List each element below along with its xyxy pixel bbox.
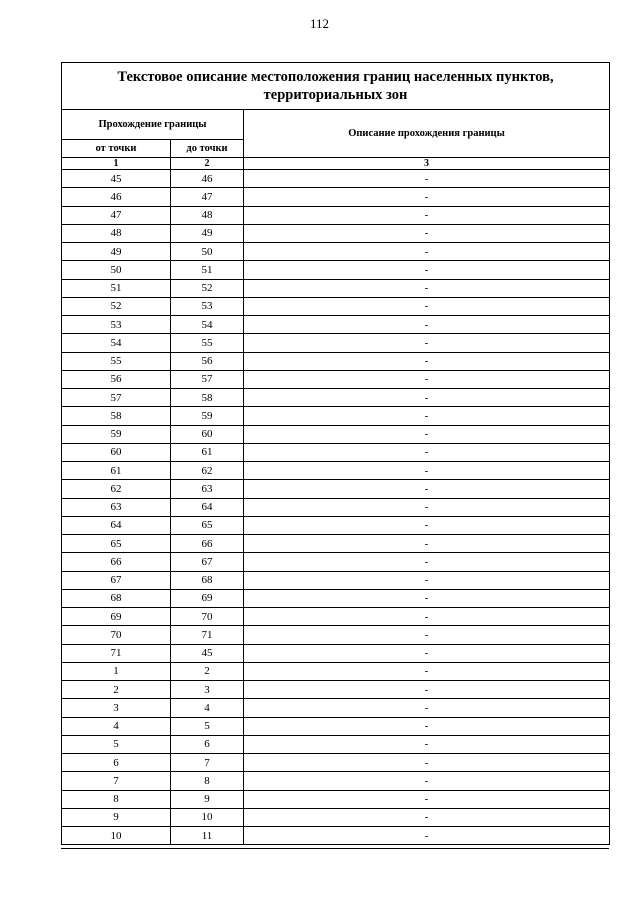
to-point-cell: 57 <box>171 370 244 388</box>
table-row <box>62 608 610 626</box>
description-cell: - <box>244 498 610 516</box>
table-row <box>62 352 610 370</box>
table-row <box>62 827 610 845</box>
table-row <box>62 224 610 242</box>
table-row <box>62 662 610 680</box>
description-cell: - <box>244 772 610 790</box>
from-point-cell: 54 <box>62 334 171 352</box>
description-cell: - <box>244 589 610 607</box>
description-cell: - <box>244 608 610 626</box>
from-point-cell: 10 <box>62 827 171 845</box>
to-point-cell: 62 <box>171 462 244 480</box>
to-point-cell: 66 <box>171 535 244 553</box>
from-point-cell: 2 <box>62 681 171 699</box>
to-point-cell: 52 <box>171 279 244 297</box>
from-point-cell: 49 <box>62 243 171 261</box>
to-point-cell: 51 <box>171 261 244 279</box>
from-point-cell: 8 <box>62 790 171 808</box>
from-point-cell: 65 <box>62 535 171 553</box>
to-point-cell: 69 <box>171 589 244 607</box>
from-point-cell: 62 <box>62 480 171 498</box>
table-row <box>62 626 610 644</box>
table-row <box>62 535 610 553</box>
table-row <box>62 243 610 261</box>
description-cell: - <box>244 170 610 188</box>
to-point-cell: 60 <box>171 425 244 443</box>
boundary-description-table <box>61 62 610 845</box>
table-row <box>62 553 610 571</box>
description-cell: - <box>244 462 610 480</box>
table-row <box>62 699 610 717</box>
to-point-cell: 49 <box>171 224 244 242</box>
from-point-cell: 56 <box>62 370 171 388</box>
from-point-cell: 7 <box>62 772 171 790</box>
from-point-cell: 46 <box>62 188 171 206</box>
from-point-cell: 9 <box>62 808 171 826</box>
to-point-cell: 56 <box>171 352 244 370</box>
description-cell: - <box>244 626 610 644</box>
description-cell: - <box>244 699 610 717</box>
description-cell: - <box>244 644 610 662</box>
to-point-cell: 11 <box>171 827 244 845</box>
to-point-cell: 50 <box>171 243 244 261</box>
table-row <box>62 188 610 206</box>
from-point-cell: 52 <box>62 297 171 315</box>
description-cell: - <box>244 553 610 571</box>
table-row <box>62 480 610 498</box>
description-cell: - <box>244 662 610 680</box>
from-point-cell: 51 <box>62 279 171 297</box>
description-cell: - <box>244 188 610 206</box>
to-point-cell: 45 <box>171 644 244 662</box>
from-point-cell: 5 <box>62 735 171 753</box>
to-point-cell: 53 <box>171 297 244 315</box>
description-cell: - <box>244 279 610 297</box>
description-cell: - <box>244 407 610 425</box>
description-cell: - <box>244 243 610 261</box>
table-row <box>62 407 610 425</box>
to-point-cell: 70 <box>171 608 244 626</box>
description-cell: - <box>244 717 610 735</box>
to-point-cell: 4 <box>171 699 244 717</box>
table-row <box>62 772 610 790</box>
description-cell: - <box>244 808 610 826</box>
description-cell: - <box>244 224 610 242</box>
to-point-cell: 5 <box>171 717 244 735</box>
from-point-cell: 55 <box>62 352 171 370</box>
table-row <box>62 644 610 662</box>
table-row <box>62 425 610 443</box>
to-point-cell: 3 <box>171 681 244 699</box>
to-point-cell: 7 <box>171 754 244 772</box>
description-cell: - <box>244 443 610 461</box>
description-cell: - <box>244 827 610 845</box>
table-row <box>62 498 610 516</box>
to-point-cell: 8 <box>171 772 244 790</box>
from-point-cell: 61 <box>62 462 171 480</box>
to-point-cell: 64 <box>171 498 244 516</box>
from-point-cell: 1 <box>62 662 171 680</box>
table-row <box>62 571 610 589</box>
to-point-cell: 2 <box>171 662 244 680</box>
bottom-rule <box>61 848 609 849</box>
from-point-cell: 66 <box>62 553 171 571</box>
from-point-cell: 60 <box>62 443 171 461</box>
to-point-cell: 68 <box>171 571 244 589</box>
description-cell: - <box>244 261 610 279</box>
table-title-row <box>62 63 610 110</box>
from-point-cell: 3 <box>62 699 171 717</box>
page-number: 112 <box>309 16 330 31</box>
table-row <box>62 516 610 534</box>
from-point-cell: 69 <box>62 608 171 626</box>
description-cell: - <box>244 206 610 224</box>
table-row <box>62 389 610 407</box>
from-point-cell: 4 <box>62 717 171 735</box>
to-point-cell: 58 <box>171 389 244 407</box>
to-point-cell: 9 <box>171 790 244 808</box>
table-row <box>62 279 610 297</box>
table-row <box>62 316 610 334</box>
description-cell: - <box>244 480 610 498</box>
from-point-cell: 64 <box>62 516 171 534</box>
description-cell: - <box>244 334 610 352</box>
to-point-cell: 46 <box>171 170 244 188</box>
from-point-cell: 70 <box>62 626 171 644</box>
to-point-cell: 47 <box>171 188 244 206</box>
from-point-cell: 68 <box>62 589 171 607</box>
from-point-cell: 47 <box>62 206 171 224</box>
description-cell: - <box>244 516 610 534</box>
to-point-header: до точки <box>171 140 244 158</box>
description-cell: - <box>244 754 610 772</box>
from-point-header: от точки <box>62 140 171 158</box>
table-row <box>62 790 610 808</box>
to-point-cell: 65 <box>171 516 244 534</box>
column-number: 1 <box>62 158 171 170</box>
table-row <box>62 681 610 699</box>
table-row <box>62 206 610 224</box>
table-row <box>62 589 610 607</box>
from-point-cell: 57 <box>62 389 171 407</box>
column-number-row <box>62 158 610 170</box>
to-point-cell: 61 <box>171 443 244 461</box>
column-number: 3 <box>244 158 610 170</box>
description-cell: - <box>244 681 610 699</box>
table-row <box>62 370 610 388</box>
from-point-cell: 59 <box>62 425 171 443</box>
header-row-1 <box>62 110 610 140</box>
from-point-cell: 48 <box>62 224 171 242</box>
to-point-cell: 67 <box>171 553 244 571</box>
to-point-cell: 63 <box>171 480 244 498</box>
to-point-cell: 10 <box>171 808 244 826</box>
to-point-cell: 59 <box>171 407 244 425</box>
table-row <box>62 297 610 315</box>
table-row <box>62 170 610 188</box>
table-row <box>62 735 610 753</box>
column-number: 2 <box>171 158 244 170</box>
description-cell: - <box>244 297 610 315</box>
to-point-cell: 6 <box>171 735 244 753</box>
table-row <box>62 462 610 480</box>
description-cell: - <box>244 790 610 808</box>
from-point-cell: 50 <box>62 261 171 279</box>
boundary-passage-header: Прохождение границы <box>62 110 244 140</box>
table-title: Текстовое описание местоположения границ населенных пунктов, территориальных зон <box>62 63 610 110</box>
table-row <box>62 443 610 461</box>
description-header: Описание прохождения границы <box>244 110 610 158</box>
to-point-cell: 54 <box>171 316 244 334</box>
from-point-cell: 63 <box>62 498 171 516</box>
table-row <box>62 754 610 772</box>
from-point-cell: 53 <box>62 316 171 334</box>
from-point-cell: 67 <box>62 571 171 589</box>
description-cell: - <box>244 352 610 370</box>
to-point-cell: 71 <box>171 626 244 644</box>
from-point-cell: 58 <box>62 407 171 425</box>
description-cell: - <box>244 571 610 589</box>
description-cell: - <box>244 735 610 753</box>
table-row <box>62 808 610 826</box>
description-cell: - <box>244 535 610 553</box>
table-row <box>62 261 610 279</box>
to-point-cell: 48 <box>171 206 244 224</box>
description-cell: - <box>244 389 610 407</box>
table-row <box>62 334 610 352</box>
from-point-cell: 71 <box>62 644 171 662</box>
description-cell: - <box>244 370 610 388</box>
description-cell: - <box>244 425 610 443</box>
from-point-cell: 45 <box>62 170 171 188</box>
to-point-cell: 55 <box>171 334 244 352</box>
table-row <box>62 717 610 735</box>
from-point-cell: 6 <box>62 754 171 772</box>
description-cell: - <box>244 316 610 334</box>
